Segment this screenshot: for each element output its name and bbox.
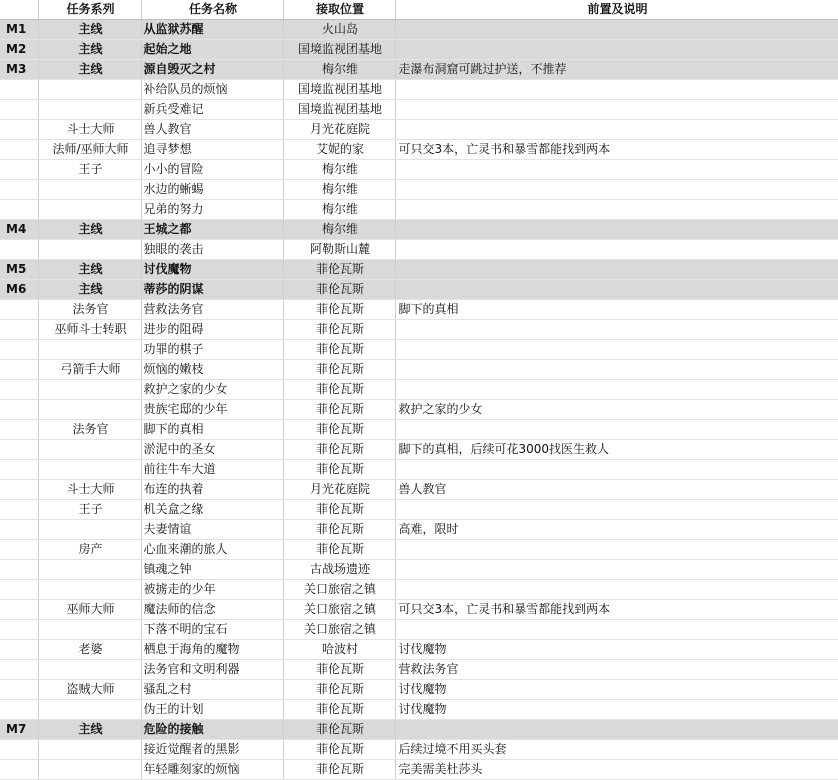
quest-note <box>395 180 838 200</box>
quest-series: 老婆 <box>38 640 141 660</box>
quest-note: 讨伐魔物 <box>395 700 838 720</box>
table-row <box>0 620 838 640</box>
quest-location: 国境监视团基地 <box>283 100 395 120</box>
quest-note <box>395 340 838 360</box>
quest-note: 营救法务官 <box>395 660 838 680</box>
quest-name: 新兵受难记 <box>141 100 283 120</box>
table-row <box>0 260 838 280</box>
quest-location: 古战场遗迹 <box>283 560 395 580</box>
quest-code <box>0 700 38 720</box>
quest-code <box>0 200 38 220</box>
table-row <box>0 500 838 520</box>
quest-location: 梅尔维 <box>283 60 395 80</box>
quest-note: 兽人教官 <box>395 480 838 500</box>
quest-code: M4 <box>0 220 38 240</box>
quest-code: M7 <box>0 720 38 740</box>
quest-note <box>395 560 838 580</box>
quest-location: 菲伦瓦斯 <box>283 680 395 700</box>
quest-code <box>0 760 38 780</box>
quest-series <box>38 740 141 760</box>
quest-note <box>395 540 838 560</box>
quest-code <box>0 340 38 360</box>
quest-location: 关口旅宿之镇 <box>283 620 395 640</box>
table-row <box>0 180 838 200</box>
quest-note <box>395 460 838 480</box>
quest-name: 前往牛车大道 <box>141 460 283 480</box>
quest-series <box>38 620 141 640</box>
quest-location: 菲伦瓦斯 <box>283 540 395 560</box>
quest-code <box>0 180 38 200</box>
table-row <box>0 140 838 160</box>
quest-location: 菲伦瓦斯 <box>283 720 395 740</box>
quest-code <box>0 620 38 640</box>
table-row <box>0 460 838 480</box>
quest-series: 巫师大师 <box>38 600 141 620</box>
quest-name: 心血来潮的旅人 <box>141 540 283 560</box>
quest-note: 讨伐魔物 <box>395 680 838 700</box>
table-row <box>0 80 838 100</box>
quest-location: 菲伦瓦斯 <box>283 360 395 380</box>
quest-name: 脚下的真相 <box>141 420 283 440</box>
quest-code <box>0 440 38 460</box>
quest-series: 房产 <box>38 540 141 560</box>
header-quest-name: 任务名称 <box>141 0 283 20</box>
quest-series <box>38 580 141 600</box>
quest-location: 菲伦瓦斯 <box>283 420 395 440</box>
table-row <box>0 740 838 760</box>
table-row <box>0 160 838 180</box>
quest-location: 梅尔维 <box>283 180 395 200</box>
quest-series <box>38 80 141 100</box>
quest-location: 菲伦瓦斯 <box>283 340 395 360</box>
table-row <box>0 480 838 500</box>
quest-note <box>395 200 838 220</box>
quest-code <box>0 420 38 440</box>
quest-location: 菲伦瓦斯 <box>283 400 395 420</box>
quest-code: M1 <box>0 20 38 40</box>
quest-name: 水边的蜥蜴 <box>141 180 283 200</box>
table-row <box>0 120 838 140</box>
quest-note <box>395 580 838 600</box>
quest-note <box>395 720 838 740</box>
quest-code <box>0 360 38 380</box>
quest-code <box>0 240 38 260</box>
quest-code <box>0 380 38 400</box>
quest-series <box>38 400 141 420</box>
quest-name: 接近觉醒者的黑影 <box>141 740 283 760</box>
quest-location: 关口旅宿之镇 <box>283 600 395 620</box>
quest-location: 关口旅宿之镇 <box>283 580 395 600</box>
quest-location: 阿勒斯山麓 <box>283 240 395 260</box>
header-series: 任务系列 <box>38 0 141 20</box>
quest-name: 蒂莎的阴谋 <box>141 280 283 300</box>
quest-name: 被掳走的少年 <box>141 580 283 600</box>
quest-location: 菲伦瓦斯 <box>283 380 395 400</box>
quest-note <box>395 80 838 100</box>
header-code <box>0 0 38 20</box>
quest-code <box>0 320 38 340</box>
quest-note: 脚下的真相，后续可花3000找医生救人 <box>395 440 838 460</box>
quest-location: 菲伦瓦斯 <box>283 500 395 520</box>
quest-location: 菲伦瓦斯 <box>283 760 395 780</box>
table-row <box>0 20 838 40</box>
quest-code <box>0 480 38 500</box>
table-row <box>0 360 838 380</box>
quest-series: 巫师斗士转职 <box>38 320 141 340</box>
table-row <box>0 560 838 580</box>
quest-location: 菲伦瓦斯 <box>283 440 395 460</box>
quest-series <box>38 100 141 120</box>
quest-location: 菲伦瓦斯 <box>283 300 395 320</box>
quest-name: 补给队员的烦恼 <box>141 80 283 100</box>
quest-name: 法务官和文明利器 <box>141 660 283 680</box>
quest-code <box>0 120 38 140</box>
quest-location: 哈波村 <box>283 640 395 660</box>
table-row <box>0 220 838 240</box>
quest-series: 主线 <box>38 20 141 40</box>
quest-name: 救护之家的少女 <box>141 380 283 400</box>
table-row <box>0 280 838 300</box>
table-row <box>0 700 838 720</box>
table-row <box>0 100 838 120</box>
quest-code <box>0 600 38 620</box>
quest-name: 从监狱苏醒 <box>141 20 283 40</box>
quest-location: 梅尔维 <box>283 160 395 180</box>
quest-note: 讨伐魔物 <box>395 640 838 660</box>
quest-note <box>395 260 838 280</box>
quest-note: 后续过境不用买头套 <box>395 740 838 760</box>
quest-series <box>38 700 141 720</box>
table-row <box>0 200 838 220</box>
quest-series: 主线 <box>38 720 141 740</box>
quest-location: 国境监视团基地 <box>283 80 395 100</box>
quest-note: 走瀑布洞窟可跳过护送，不推荐 <box>395 60 838 80</box>
quest-note <box>395 500 838 520</box>
quest-code <box>0 400 38 420</box>
quest-location: 菲伦瓦斯 <box>283 660 395 680</box>
quest-name: 追寻梦想 <box>141 140 283 160</box>
quest-name: 镇魂之钟 <box>141 560 283 580</box>
quest-note: 可只交3本，亡灵书和暴雪都能找到两本 <box>395 600 838 620</box>
quest-name: 进步的阻碍 <box>141 320 283 340</box>
quest-series: 主线 <box>38 60 141 80</box>
header-row <box>0 0 838 20</box>
quest-location: 菲伦瓦斯 <box>283 460 395 480</box>
quest-location: 国境监视团基地 <box>283 40 395 60</box>
quest-series: 盗贼大师 <box>38 680 141 700</box>
quest-series: 法务官 <box>38 420 141 440</box>
quest-name: 下落不明的宝石 <box>141 620 283 640</box>
quest-series <box>38 760 141 780</box>
table-row <box>0 720 838 740</box>
table-row <box>0 520 838 540</box>
quest-series: 主线 <box>38 260 141 280</box>
quest-series: 法务官 <box>38 300 141 320</box>
quest-note <box>395 40 838 60</box>
quest-code <box>0 160 38 180</box>
quest-series: 主线 <box>38 40 141 60</box>
quest-note <box>395 420 838 440</box>
table-row <box>0 760 838 780</box>
quest-location: 菲伦瓦斯 <box>283 320 395 340</box>
quest-location: 梅尔维 <box>283 220 395 240</box>
table-row <box>0 40 838 60</box>
quest-note: 可只交3本，亡灵书和暴雪都能找到两本 <box>395 140 838 160</box>
quest-series: 主线 <box>38 220 141 240</box>
quest-location: 菲伦瓦斯 <box>283 740 395 760</box>
quest-location: 菲伦瓦斯 <box>283 520 395 540</box>
quest-code <box>0 460 38 480</box>
quest-name: 骚乱之村 <box>141 680 283 700</box>
table-row <box>0 600 838 620</box>
table-row <box>0 540 838 560</box>
quest-name: 营救法务官 <box>141 300 283 320</box>
quest-note: 救护之家的少女 <box>395 400 838 420</box>
quest-table-body <box>0 20 838 780</box>
quest-series: 王子 <box>38 500 141 520</box>
quest-name: 年轻雕刻家的烦恼 <box>141 760 283 780</box>
quest-note: 高难，限时 <box>395 520 838 540</box>
quest-note <box>395 100 838 120</box>
quest-code: M3 <box>0 60 38 80</box>
table-row <box>0 320 838 340</box>
table-row <box>0 680 838 700</box>
quest-note <box>395 160 838 180</box>
quest-note <box>395 240 838 260</box>
quest-series: 斗士大师 <box>38 120 141 140</box>
quest-name: 淤泥中的圣女 <box>141 440 283 460</box>
quest-series <box>38 560 141 580</box>
quest-location: 梅尔维 <box>283 200 395 220</box>
quest-series <box>38 660 141 680</box>
quest-series <box>38 520 141 540</box>
quest-series: 主线 <box>38 280 141 300</box>
quest-note: 脚下的真相 <box>395 300 838 320</box>
quest-note <box>395 360 838 380</box>
quest-note <box>395 280 838 300</box>
quest-series: 王子 <box>38 160 141 180</box>
quest-series: 弓箭手大师 <box>38 360 141 380</box>
quest-location: 月光花庭院 <box>283 480 395 500</box>
quest-code <box>0 140 38 160</box>
table-row <box>0 300 838 320</box>
quest-series <box>38 460 141 480</box>
quest-name: 机关盒之缘 <box>141 500 283 520</box>
quest-name: 栖息于海角的魔物 <box>141 640 283 660</box>
quest-note: 完美需美杜莎头 <box>395 760 838 780</box>
quest-name: 小小的冒险 <box>141 160 283 180</box>
quest-code <box>0 560 38 580</box>
quest-name: 贵族宅邸的少年 <box>141 400 283 420</box>
quest-name: 王城之都 <box>141 220 283 240</box>
quest-location: 火山岛 <box>283 20 395 40</box>
table-row <box>0 340 838 360</box>
table-row <box>0 420 838 440</box>
quest-code <box>0 680 38 700</box>
quest-location: 月光花庭院 <box>283 120 395 140</box>
quest-series <box>38 440 141 460</box>
quest-code <box>0 80 38 100</box>
quest-code: M5 <box>0 260 38 280</box>
quest-note <box>395 120 838 140</box>
quest-code <box>0 520 38 540</box>
quest-note <box>395 320 838 340</box>
quest-name: 源自毁灭之村 <box>141 60 283 80</box>
quest-note <box>395 220 838 240</box>
quest-name: 魔法师的信念 <box>141 600 283 620</box>
quest-code <box>0 580 38 600</box>
table-row <box>0 240 838 260</box>
quest-code <box>0 660 38 680</box>
quest-series <box>38 340 141 360</box>
table-row <box>0 60 838 80</box>
quest-series <box>38 180 141 200</box>
quest-series <box>38 380 141 400</box>
table-row <box>0 400 838 420</box>
quest-code <box>0 500 38 520</box>
quest-code <box>0 300 38 320</box>
quest-code <box>0 100 38 120</box>
quest-code <box>0 540 38 560</box>
quest-series <box>38 240 141 260</box>
quest-note <box>395 620 838 640</box>
quest-name: 兄弟的努力 <box>141 200 283 220</box>
header-notes: 前置及说明 <box>395 0 838 20</box>
table-row <box>0 660 838 680</box>
quest-name: 伪王的计划 <box>141 700 283 720</box>
quest-code <box>0 640 38 660</box>
quest-note <box>395 380 838 400</box>
quest-series: 斗士大师 <box>38 480 141 500</box>
quest-code <box>0 740 38 760</box>
quest-code: M2 <box>0 40 38 60</box>
quest-series <box>38 200 141 220</box>
table-row <box>0 440 838 460</box>
quest-location: 菲伦瓦斯 <box>283 260 395 280</box>
quest-series: 法师/巫师大师 <box>38 140 141 160</box>
table-row <box>0 580 838 600</box>
quest-name: 烦恼的嫩枝 <box>141 360 283 380</box>
quest-name: 讨伐魔物 <box>141 260 283 280</box>
quest-name: 独眼的袭击 <box>141 240 283 260</box>
quest-name: 夫妻情谊 <box>141 520 283 540</box>
quest-location: 艾妮的家 <box>283 140 395 160</box>
table-row <box>0 640 838 660</box>
quest-name: 危险的接触 <box>141 720 283 740</box>
quest-location: 菲伦瓦斯 <box>283 700 395 720</box>
quest-name: 兽人教官 <box>141 120 283 140</box>
quest-note <box>395 20 838 40</box>
table-row <box>0 380 838 400</box>
header-location: 接取位置 <box>283 0 395 20</box>
quest-location: 菲伦瓦斯 <box>283 280 395 300</box>
quest-name: 布连的执着 <box>141 480 283 500</box>
quest-code: M6 <box>0 280 38 300</box>
quest-name: 起始之地 <box>141 40 283 60</box>
quest-name: 功罪的棋子 <box>141 340 283 360</box>
